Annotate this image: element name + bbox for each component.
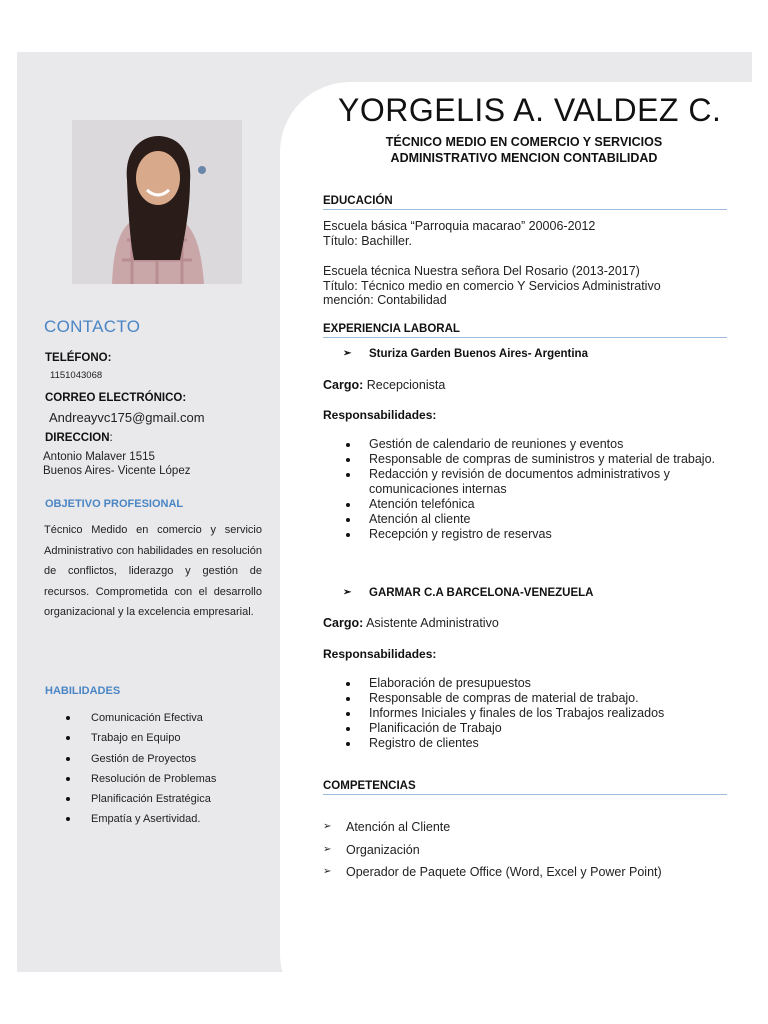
arrowhead-bullet-icon: ➢	[323, 866, 332, 877]
job-1-cargo	[323, 378, 727, 393]
candidate-name: YORGELIS A. VALDEZ C.	[338, 92, 722, 128]
education-line-5: mención: Contabilidad	[323, 293, 447, 307]
education-line-3: Escuela técnica Nuestra señora Del Rosario (2013-2017)	[323, 264, 640, 278]
list-item: Responsable de compras de material de trabajo.	[345, 691, 719, 706]
competency-text: Atención al Cliente	[346, 820, 451, 834]
address-line-1: Antonio Malaver 1515	[43, 451, 155, 463]
skills-list	[62, 708, 216, 830]
list-item: Registro de clientes	[345, 736, 719, 751]
job-2-responsibilities	[345, 676, 719, 751]
education-line-2: Título: Bachiller.	[323, 234, 412, 248]
candidate-title-line-2: ADMINISTRATIVO MENCION CONTABILIDAD	[390, 151, 658, 165]
list-item: Planificación de Trabajo	[345, 721, 719, 736]
skills-heading: HABILIDADES	[45, 685, 121, 697]
list-item: Elaboración de presupuestos	[345, 676, 719, 691]
education-heading: EDUCACIÓN	[323, 195, 727, 210]
profile-photo-image	[72, 120, 242, 284]
competency-text: Operador de Paquete Office (Word, Excel y Power Point)	[346, 865, 662, 879]
competencies-heading: COMPETENCIAS	[323, 780, 727, 795]
job-1-responsibilities-label: Responsabilidades:	[323, 408, 437, 422]
job-2-responsibilities-label: Responsabilidades:	[323, 647, 437, 661]
skill-item: Resolución de Problemas	[62, 769, 216, 789]
job-2-cargo	[323, 616, 727, 631]
email-label: CORREO ELECTRÓNICO:	[45, 392, 187, 404]
list-item: Responsable de compras de suministros y material de trabajo.	[345, 452, 719, 467]
experience-heading: EXPERIENCIA LABORAL	[323, 323, 727, 338]
list-item: Atención telefónica	[345, 497, 719, 512]
education-line-1: Escuela básica “Parroquia macarao” 20006-2012	[323, 219, 596, 233]
list-item: Informes Iniciales y finales de los Trabajos realizados	[345, 706, 719, 721]
skill-item: Trabajo en Equipo	[62, 728, 216, 748]
list-item: Atención al cliente	[345, 512, 719, 527]
competency-item	[323, 839, 662, 862]
objective-heading: OBJETIVO PROFESIONAL	[45, 498, 184, 510]
address-line-2: Buenos Aires- Vicente López	[43, 465, 191, 477]
competency-item	[323, 861, 662, 884]
cargo-label: Cargo:	[323, 616, 364, 630]
skill-item: Comunicación Efectiva	[62, 708, 216, 728]
skill-item: Empatía y Asertividad.	[62, 809, 216, 829]
job-2-company-name: GARMAR C.A BARCELONA-VENEZUELA	[369, 587, 594, 599]
arrowhead-bullet-icon: ➢	[323, 821, 332, 832]
arrowhead-bullet-icon: ➢	[343, 587, 352, 598]
competency-item	[323, 816, 662, 839]
skill-item: Gestión de Proyectos	[62, 749, 216, 769]
skill-item: Planificación Estratégica	[62, 789, 216, 809]
address-label	[45, 432, 113, 444]
competencies-list	[323, 816, 662, 884]
address-label-colon: :	[109, 432, 113, 444]
job-1-company-name: Sturiza Garden Buenos Aires- Argentina	[369, 348, 588, 360]
job-2-company	[343, 587, 594, 599]
job-1-company	[343, 348, 588, 360]
phone-value: 1151043068	[50, 370, 103, 381]
phone-label: TELÉFONO:	[45, 352, 112, 364]
cargo-label: Cargo:	[323, 378, 364, 392]
email-value: Andreayvc175@gmail.com	[49, 410, 205, 425]
list-item: Redacción y revisión de documentos administrativos y comunicaciones internas	[345, 467, 719, 497]
cargo-value: Asistente Administrativo	[366, 616, 499, 630]
profile-photo	[72, 120, 242, 284]
cargo-value: Recepcionista	[366, 378, 446, 392]
candidate-title-line-1: TÉCNICO MEDIO EN COMERCIO Y SERVICIOS	[385, 135, 663, 149]
list-item: Gestión de calendario de reuniones y eventos	[345, 437, 719, 452]
candidate-title	[323, 134, 725, 166]
address-label-text: DIRECCION	[45, 432, 110, 444]
list-item: Recepción y registro de reservas	[345, 527, 719, 542]
competency-text: Organización	[346, 842, 420, 857]
arrowhead-bullet-icon: ➢	[343, 348, 352, 359]
job-1-responsibilities	[345, 437, 719, 542]
education-line-4: Título: Técnico medio en comercio Y Servicios Administrativo	[323, 279, 661, 293]
contact-heading: CONTACTO	[44, 317, 141, 336]
arrowhead-bullet-icon: ➢	[323, 843, 332, 855]
objective-text: Técnico Medido en comercio y servicio Administrativo con habilidades en resolución de conflictos, liderazgo y gestión de recursos. Comprometida con el desarrollo organizacional y la excelencia empresarial.	[44, 524, 262, 618]
